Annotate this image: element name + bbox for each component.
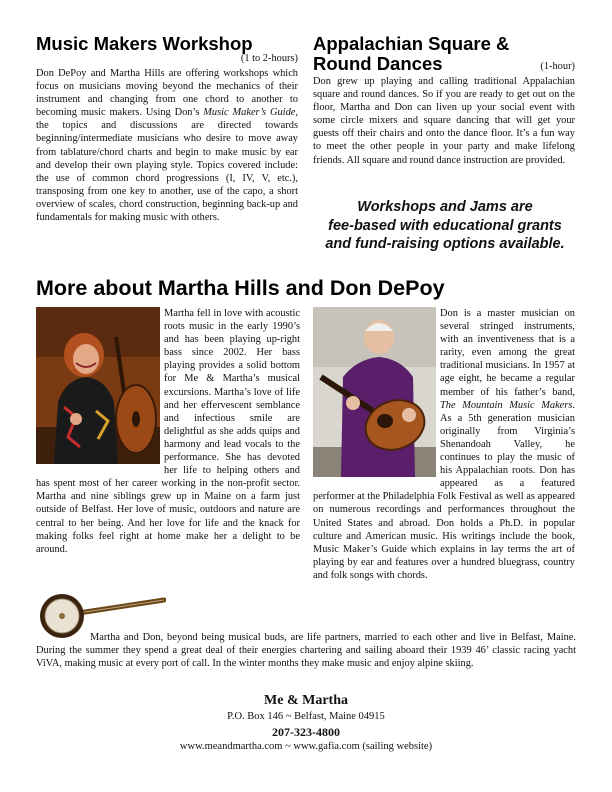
contact-phone: 207-323-4800 [272, 725, 340, 739]
fees-line-1: Workshops and Jams are [357, 199, 533, 215]
about-title: More about Martha Hills and Don DePoy [36, 276, 445, 300]
dances-title-line1: Appalachian Square & [313, 33, 510, 54]
dances-duration: (1-hour) [540, 61, 575, 72]
workshop-body: Don DePoy and Martha Hills are offering workshops which focus on musicians moving beyond the mechanics of their instrument and changing from one chord to another to becoming music makers. Using Don’s Music Maker’s Guide, the topics and discussions are directed towards beginning/intermediate musicians who desire to move away from tablature/chord charts and begin to make music by ear and develop their own playing style. Topics covered include: the use of common chord progressions (I, IV, V, etc.), transposing from one key to another, use of the capo, a short overview of scales, chord construction, beginning back-up and fundamentals for making music with others. [36, 68, 298, 224]
don-text: Don is a master musician on several stringed instruments, with an inventiveness that is a rarity, even among the great traditional musicians. In 1957 at age eight, he became a regular member of his father’s band, The Mountain Music Makers. As a 5th generation musician originally from Virginia’s Shenandoah Valley, he continues to play the music of his Appalachian roots. Don has appeared as a featured performer at the Philadelphia Folk Festival as well as appeared on numerous recordings and performances throughout the United States and abroad. Don holds a Ph.D. in popular culture and American music. His writings include the book, Music Maker’s Guide which explains in lay terms the art of playing by ear and features over a hundred bluegrass, country and folk songs with chords. [313, 308, 575, 581]
dances-title-line2: Round Dances [313, 53, 443, 74]
martha-text: Martha fell in love with acoustic roots music in the early 1990’s and has been playing up-right bass since 2002. Her bass playing provides a solid bottom for Me & Martha’s musical excursions. Martha’s love of life and her effervescent semblance and infectious smile are delightful as she adds quips and harmony and lead vocals to the performance. She has devoted her life to helping others and has spent most of her career working in the non-profit sector. Martha and nine siblings grew up in Maine on a farm just outside of Belfast. Her love of music, outdoors and nature are central to her being. And her love for life and the knack for making folks feel right at home make her a delight to be around. [36, 308, 300, 555]
fees-line-2: fee-based with educational grants [328, 217, 562, 234]
don-body [313, 307, 575, 582]
martha-body [36, 307, 300, 556]
workshop-title: Music Makers Workshop [36, 33, 253, 54]
contact-name: Me & Martha [264, 693, 348, 708]
fees-callout [300, 198, 590, 254]
together-body: Martha and Don, beyond being musical buds, are life partners, married to each other and live in Belfast, Maine. During the summer they spend a great deal of their energies chartering and sailing aboard their 1939 46’ classic racing yacht ViVA, making music at every port of call. In the winter months they make music and enjoy alpine skiing. [36, 632, 576, 670]
contact-block [0, 692, 612, 754]
workshop-duration: (1 to 2-hours) [240, 53, 298, 64]
don-photo-spacer [313, 307, 440, 478]
contact-address: P.O. Box 146 ~ Belfast, Maine 04915 [227, 711, 385, 722]
martha-photo-spacer [36, 307, 164, 467]
contact-websites: www.meandmartha.com ~ www.gafia.com (sailing website) [179, 741, 433, 752]
fees-line-3: and fund-raising options available. [325, 236, 565, 252]
dances-body: Don grew up playing and calling traditional Appalachian square and round dances. So if you are ready to get out on the floor, Martha and Don can liven up your social event with some circle mixers and square dancing that will get your guests off their chairs and onto the dance floor. It’s a fun way to meet the other people in your party and make lifelong friends. All square and round dance instruction are provided. [313, 76, 575, 166]
